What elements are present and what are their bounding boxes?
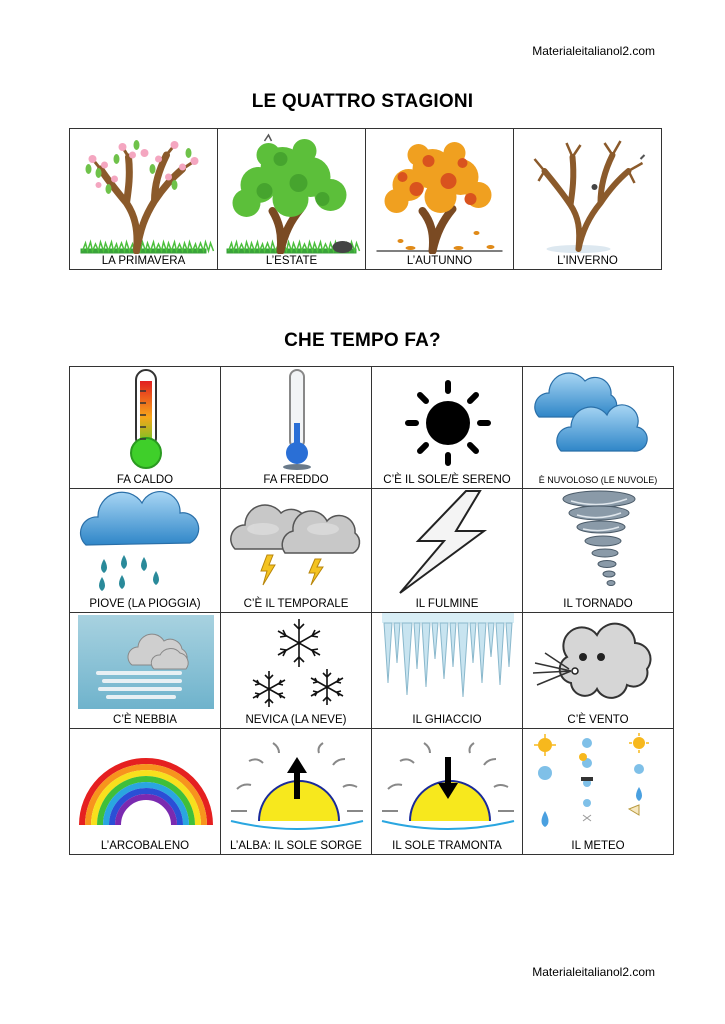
weather-cell-ice bbox=[372, 613, 523, 729]
weather-label-cloudy: È NUVOLOSO (LE NUVOLE) bbox=[538, 475, 658, 485]
weather-cell-wind bbox=[523, 613, 674, 729]
weather-cell-sunrise bbox=[221, 729, 372, 855]
summer-tree-icon bbox=[218, 129, 365, 254]
site-name-bottom: Materialeitalianol2.com bbox=[532, 965, 655, 979]
weather-cell-snow bbox=[221, 613, 372, 729]
season-label-winter: L’INVERNO bbox=[557, 255, 618, 267]
weather-label-sunrise: L’ALBA: IL SOLE SORGE bbox=[230, 840, 362, 852]
tornado-icon bbox=[523, 489, 673, 595]
weather-cell-rain bbox=[70, 489, 221, 613]
season-label-summer: L’ESTATE bbox=[265, 255, 318, 267]
weather-label-sunny: C’È IL SOLE/È SERENO bbox=[383, 474, 511, 486]
weather-cell-storm bbox=[221, 489, 372, 613]
weather-label-fog: C’È NEBBIA bbox=[113, 714, 177, 726]
weather-label-lightning: IL FULMINE bbox=[415, 598, 479, 610]
weather-label-cold: FA FREDDO bbox=[263, 474, 329, 486]
weather-label-tornado: IL TORNADO bbox=[563, 598, 633, 610]
sunset-icon bbox=[372, 729, 522, 837]
weather-cell-sunset bbox=[372, 729, 523, 855]
weather-forecast-icon bbox=[523, 729, 673, 837]
sunrise-icon bbox=[221, 729, 371, 837]
season-cell-summer bbox=[218, 129, 366, 270]
cold-thermometer-icon bbox=[221, 367, 371, 471]
season-cell-autumn bbox=[366, 129, 514, 270]
weather-table bbox=[69, 366, 674, 855]
sun-icon bbox=[372, 367, 522, 471]
weather-label-wind: C’È VENTO bbox=[567, 714, 629, 726]
weather-cell-rainbow bbox=[70, 729, 221, 855]
season-label-autumn: L’AUTUNNO bbox=[406, 255, 473, 267]
autumn-tree-icon bbox=[366, 129, 513, 254]
lightning-icon bbox=[372, 489, 522, 595]
weather-label-snow: NEVICA (LA NEVE) bbox=[245, 714, 347, 726]
weather-label-rainbow: L’ARCOBALENO bbox=[100, 840, 190, 852]
snow-icon bbox=[221, 613, 371, 711]
clouds-icon bbox=[523, 367, 673, 471]
weather-label-storm: C’È IL TEMPORALE bbox=[243, 598, 349, 610]
seasons-title: LE QUATTRO STAGIONI bbox=[251, 91, 474, 112]
weather-cell-hot bbox=[70, 367, 221, 489]
seasons-table bbox=[69, 128, 662, 270]
hot-thermometer-icon bbox=[70, 367, 220, 471]
weather-label-ice: IL GHIACCIO bbox=[412, 714, 482, 726]
weather-cell-sunny bbox=[372, 367, 523, 489]
season-label-spring: LA PRIMAVERA bbox=[101, 255, 186, 267]
spring-tree-icon bbox=[70, 129, 217, 254]
season-cell-spring bbox=[70, 129, 218, 270]
ice-icon bbox=[372, 613, 522, 711]
rain-icon bbox=[70, 489, 220, 595]
wind-icon bbox=[523, 613, 673, 711]
storm-icon bbox=[221, 489, 371, 595]
weather-cell-tornado bbox=[523, 489, 674, 613]
rainbow-icon bbox=[70, 729, 220, 837]
weather-label-rain: PIOVE (LA PIOGGIA) bbox=[89, 598, 201, 610]
weather-label-hot: FA CALDO bbox=[116, 474, 174, 486]
weather-label-forecast: IL METEO bbox=[571, 840, 625, 852]
site-name-top: Materialeitalianol2.com bbox=[532, 44, 655, 58]
weather-cell-forecast bbox=[523, 729, 674, 855]
weather-cell-lightning bbox=[372, 489, 523, 613]
weather-cell-fog bbox=[70, 613, 221, 729]
winter-tree-icon bbox=[514, 129, 661, 254]
season-cell-winter bbox=[514, 129, 662, 270]
weather-label-sunset: IL SOLE TRAMONTA bbox=[392, 840, 502, 852]
weather-title: CHE TEMPO FA? bbox=[284, 330, 441, 351]
fog-icon bbox=[70, 613, 220, 711]
weather-cell-cold bbox=[221, 367, 372, 489]
weather-cell-cloudy bbox=[523, 367, 674, 489]
